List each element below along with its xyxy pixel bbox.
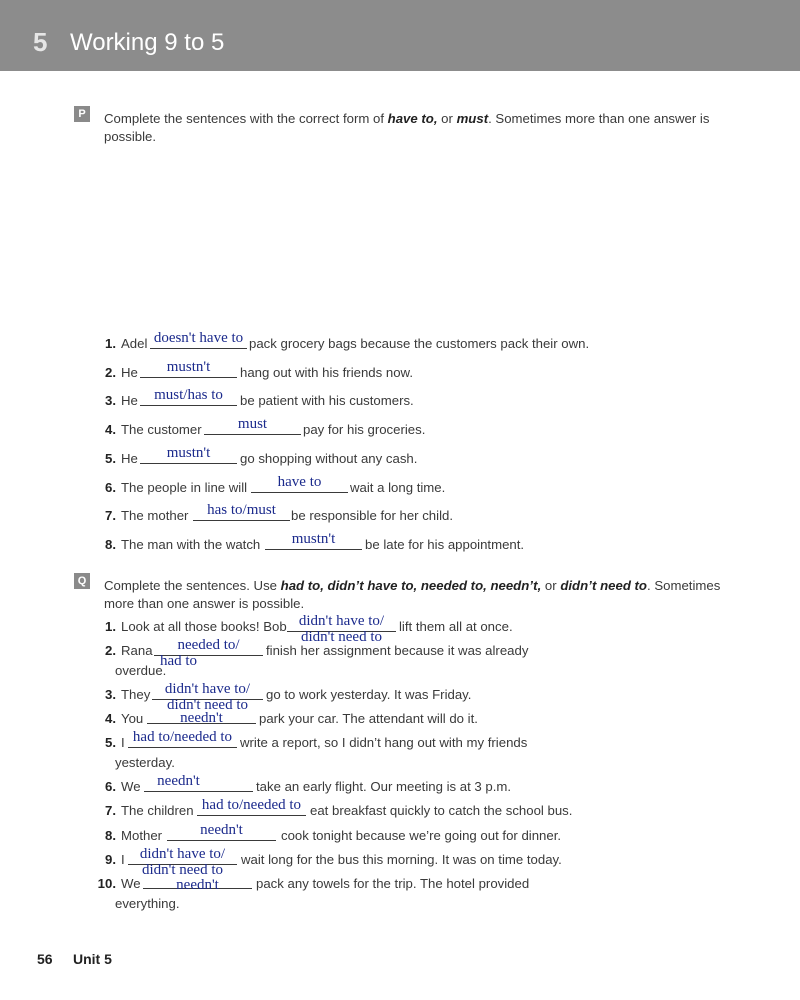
handwritten-answer: didn't have to/ xyxy=(164,681,251,697)
unit-header-bar xyxy=(0,0,800,71)
answer-blank[interactable] xyxy=(193,502,290,521)
item-number: 6. xyxy=(105,779,116,794)
instruction-text: or xyxy=(541,578,561,593)
item-text-after: park your car. The attendant will do it. xyxy=(259,711,478,726)
instruction-text: . Sometimes more than one answer is possible. xyxy=(104,111,710,144)
answer-blank[interactable] xyxy=(287,613,396,645)
section-q-badge: Q xyxy=(74,573,90,589)
answer-blank[interactable] xyxy=(143,874,252,893)
handwritten-answer: had to/needed to xyxy=(132,729,233,745)
answer-blank[interactable] xyxy=(152,681,263,713)
item-number: 7. xyxy=(105,803,116,818)
item-text-before: He xyxy=(121,393,138,408)
handwritten-answer: had to/needed to xyxy=(201,797,302,813)
item-text-after: lift them all at once. xyxy=(399,619,513,634)
answer-blank[interactable] xyxy=(147,709,256,724)
item-text-before: The people in line will xyxy=(121,480,248,495)
item-text-after: pack grocery bags because the customers pack their own. xyxy=(249,336,590,351)
handwritten-answer: didn't have to/ xyxy=(139,846,226,862)
handwritten-answer-line-2: didn't need to xyxy=(141,862,224,878)
item-text-before: Look at all those books! Bob xyxy=(121,619,287,634)
instruction-term: must xyxy=(456,111,489,126)
item-continuation: overdue. xyxy=(115,663,167,678)
item-number: 1. xyxy=(105,336,116,351)
item-text-before: The customer xyxy=(121,422,202,437)
exercise-item xyxy=(0,416,800,440)
item-number: 3. xyxy=(105,393,116,408)
footer-unit-label: Unit 5 xyxy=(73,951,112,967)
item-text-before: Rana xyxy=(121,643,153,658)
item-number: 5. xyxy=(105,451,116,466)
exercise-item xyxy=(0,709,800,729)
handwritten-answer: mustn't xyxy=(166,359,211,375)
instruction-term: didn’t need to xyxy=(560,578,647,593)
item-text-before: He xyxy=(121,365,138,380)
handwritten-answer: needn't xyxy=(180,710,223,726)
handwritten-answer-line-2: didn't need to xyxy=(300,629,383,645)
item-text-after: be patient with his customers. xyxy=(240,393,414,408)
handwritten-answer: needed to/ xyxy=(177,637,240,653)
item-text-after: hang out with his friends now. xyxy=(240,365,414,380)
item-text-before: You xyxy=(121,711,144,726)
item-number: 2. xyxy=(105,643,116,658)
item-text-before: We xyxy=(121,779,141,794)
item-text-after: write a report, so I didn’t hang out with my friends xyxy=(240,735,528,750)
answer-blank[interactable] xyxy=(144,773,253,792)
exercise-item xyxy=(0,502,800,526)
item-text-after: be late for his appointment. xyxy=(365,537,525,552)
exercise-item xyxy=(0,445,800,469)
exercise-item xyxy=(0,474,800,498)
exercise-item xyxy=(0,846,800,878)
item-number: 4. xyxy=(105,711,116,726)
item-text-after: pack any towels for the trip. The hotel provided xyxy=(256,876,530,891)
instruction-text: Complete the sentences with the correct form of xyxy=(104,111,388,126)
item-number: 8. xyxy=(105,537,116,552)
item-text-before: We xyxy=(121,876,141,891)
unit-title: Working 9 to 5 xyxy=(70,29,225,56)
item-text-before: The mother xyxy=(121,508,189,523)
item-number: 7. xyxy=(105,508,116,523)
exercise-item xyxy=(0,729,800,753)
item-text-after: go shopping without any cash. xyxy=(240,451,418,466)
item-number: 3. xyxy=(105,687,116,702)
item-number: 9. xyxy=(105,852,116,867)
item-text-before: The children xyxy=(121,803,194,818)
item-text-after: go to work yesterday. It was Friday. xyxy=(266,687,472,702)
exercise-item xyxy=(0,387,800,411)
item-text-before: Adel xyxy=(121,336,148,351)
page-number: 56 xyxy=(37,951,53,967)
instruction-text: or xyxy=(437,111,457,126)
handwritten-answer: needn't xyxy=(176,877,219,893)
unit-number: 5 xyxy=(33,27,48,57)
instruction-text: . Sometimes more than one answer is possible. xyxy=(104,578,721,611)
answer-blank[interactable] xyxy=(167,822,276,841)
handwritten-answer: has to/must xyxy=(207,502,276,518)
exercise-item xyxy=(0,531,800,555)
answer-blank[interactable] xyxy=(251,474,348,493)
item-text-after: eat breakfast quickly to catch the school bus. xyxy=(310,803,573,818)
exercise-item xyxy=(0,330,800,354)
item-text-after: take an early flight. Our meeting is at 3 p.m. xyxy=(256,779,512,794)
instruction-text: Complete the sentences. Use xyxy=(104,578,281,593)
item-text-before: They xyxy=(121,687,151,702)
item-text-after: cook tonight because we’re going out for dinner. xyxy=(281,828,562,843)
handwritten-answer-line-2: didn't need to xyxy=(166,697,249,713)
exercise-item xyxy=(0,797,800,821)
answer-blank[interactable] xyxy=(204,416,301,435)
handwritten-answer-line-2: had to xyxy=(159,653,198,669)
exercise-item xyxy=(0,874,800,894)
section-p-instruction xyxy=(104,110,724,146)
exercise-item xyxy=(0,773,800,797)
handwritten-answer: have to xyxy=(277,474,322,490)
answer-blank[interactable] xyxy=(128,729,237,748)
exercise-item xyxy=(0,681,800,713)
answer-blank[interactable] xyxy=(128,846,237,878)
item-continuation: yesterday. xyxy=(115,755,175,770)
handwritten-answer: didn't have to/ xyxy=(298,613,385,629)
instruction-terms: had to, didn’t have to, needed to, needn’t, xyxy=(280,578,542,593)
item-number: 8. xyxy=(105,828,116,843)
item-text-before: He xyxy=(121,451,138,466)
item-continuation: everything. xyxy=(115,896,180,911)
item-number: 10. xyxy=(97,876,116,891)
item-text-after: wait long for the bus this morning. It was on time today. xyxy=(241,852,562,867)
handwritten-answer: must xyxy=(237,416,268,432)
answer-blank[interactable] xyxy=(140,445,237,464)
item-text-after: pay for his groceries. xyxy=(303,422,426,437)
answer-blank[interactable] xyxy=(140,387,237,406)
answer-blank[interactable] xyxy=(150,330,247,349)
answer-blank[interactable] xyxy=(197,797,306,816)
item-text-after: wait a long time. xyxy=(350,480,446,495)
item-text-before: I xyxy=(121,735,125,750)
item-number: 5. xyxy=(105,735,116,750)
answer-blank[interactable] xyxy=(140,359,237,378)
item-text-before: The man with the watch xyxy=(121,537,261,552)
answer-blank[interactable] xyxy=(154,637,263,669)
item-text-before: Mother xyxy=(121,828,163,843)
section-p-badge: P xyxy=(74,106,90,122)
exercise-item xyxy=(0,359,800,383)
item-number: 6. xyxy=(105,480,116,495)
item-number: 1. xyxy=(105,619,116,634)
handwritten-answer: must/has to xyxy=(154,387,223,403)
item-text-after: be responsible for her child. xyxy=(291,508,454,523)
handwritten-answer: needn't xyxy=(157,773,200,789)
handwritten-answer: doesn't have to xyxy=(153,330,244,346)
handwritten-answer: needn't xyxy=(200,822,243,838)
item-number: 2. xyxy=(105,365,116,380)
answer-blank[interactable] xyxy=(265,531,362,550)
handwritten-answer: mustn't xyxy=(166,445,211,461)
instruction-term: have to, xyxy=(387,111,438,126)
item-text-after: finish her assignment because it was already xyxy=(266,643,529,658)
item-text-before: I xyxy=(121,852,125,867)
section-q-instruction xyxy=(104,577,724,613)
handwritten-answer: mustn't xyxy=(291,531,336,547)
item-number: 4. xyxy=(105,422,116,437)
exercise-item xyxy=(0,822,800,846)
